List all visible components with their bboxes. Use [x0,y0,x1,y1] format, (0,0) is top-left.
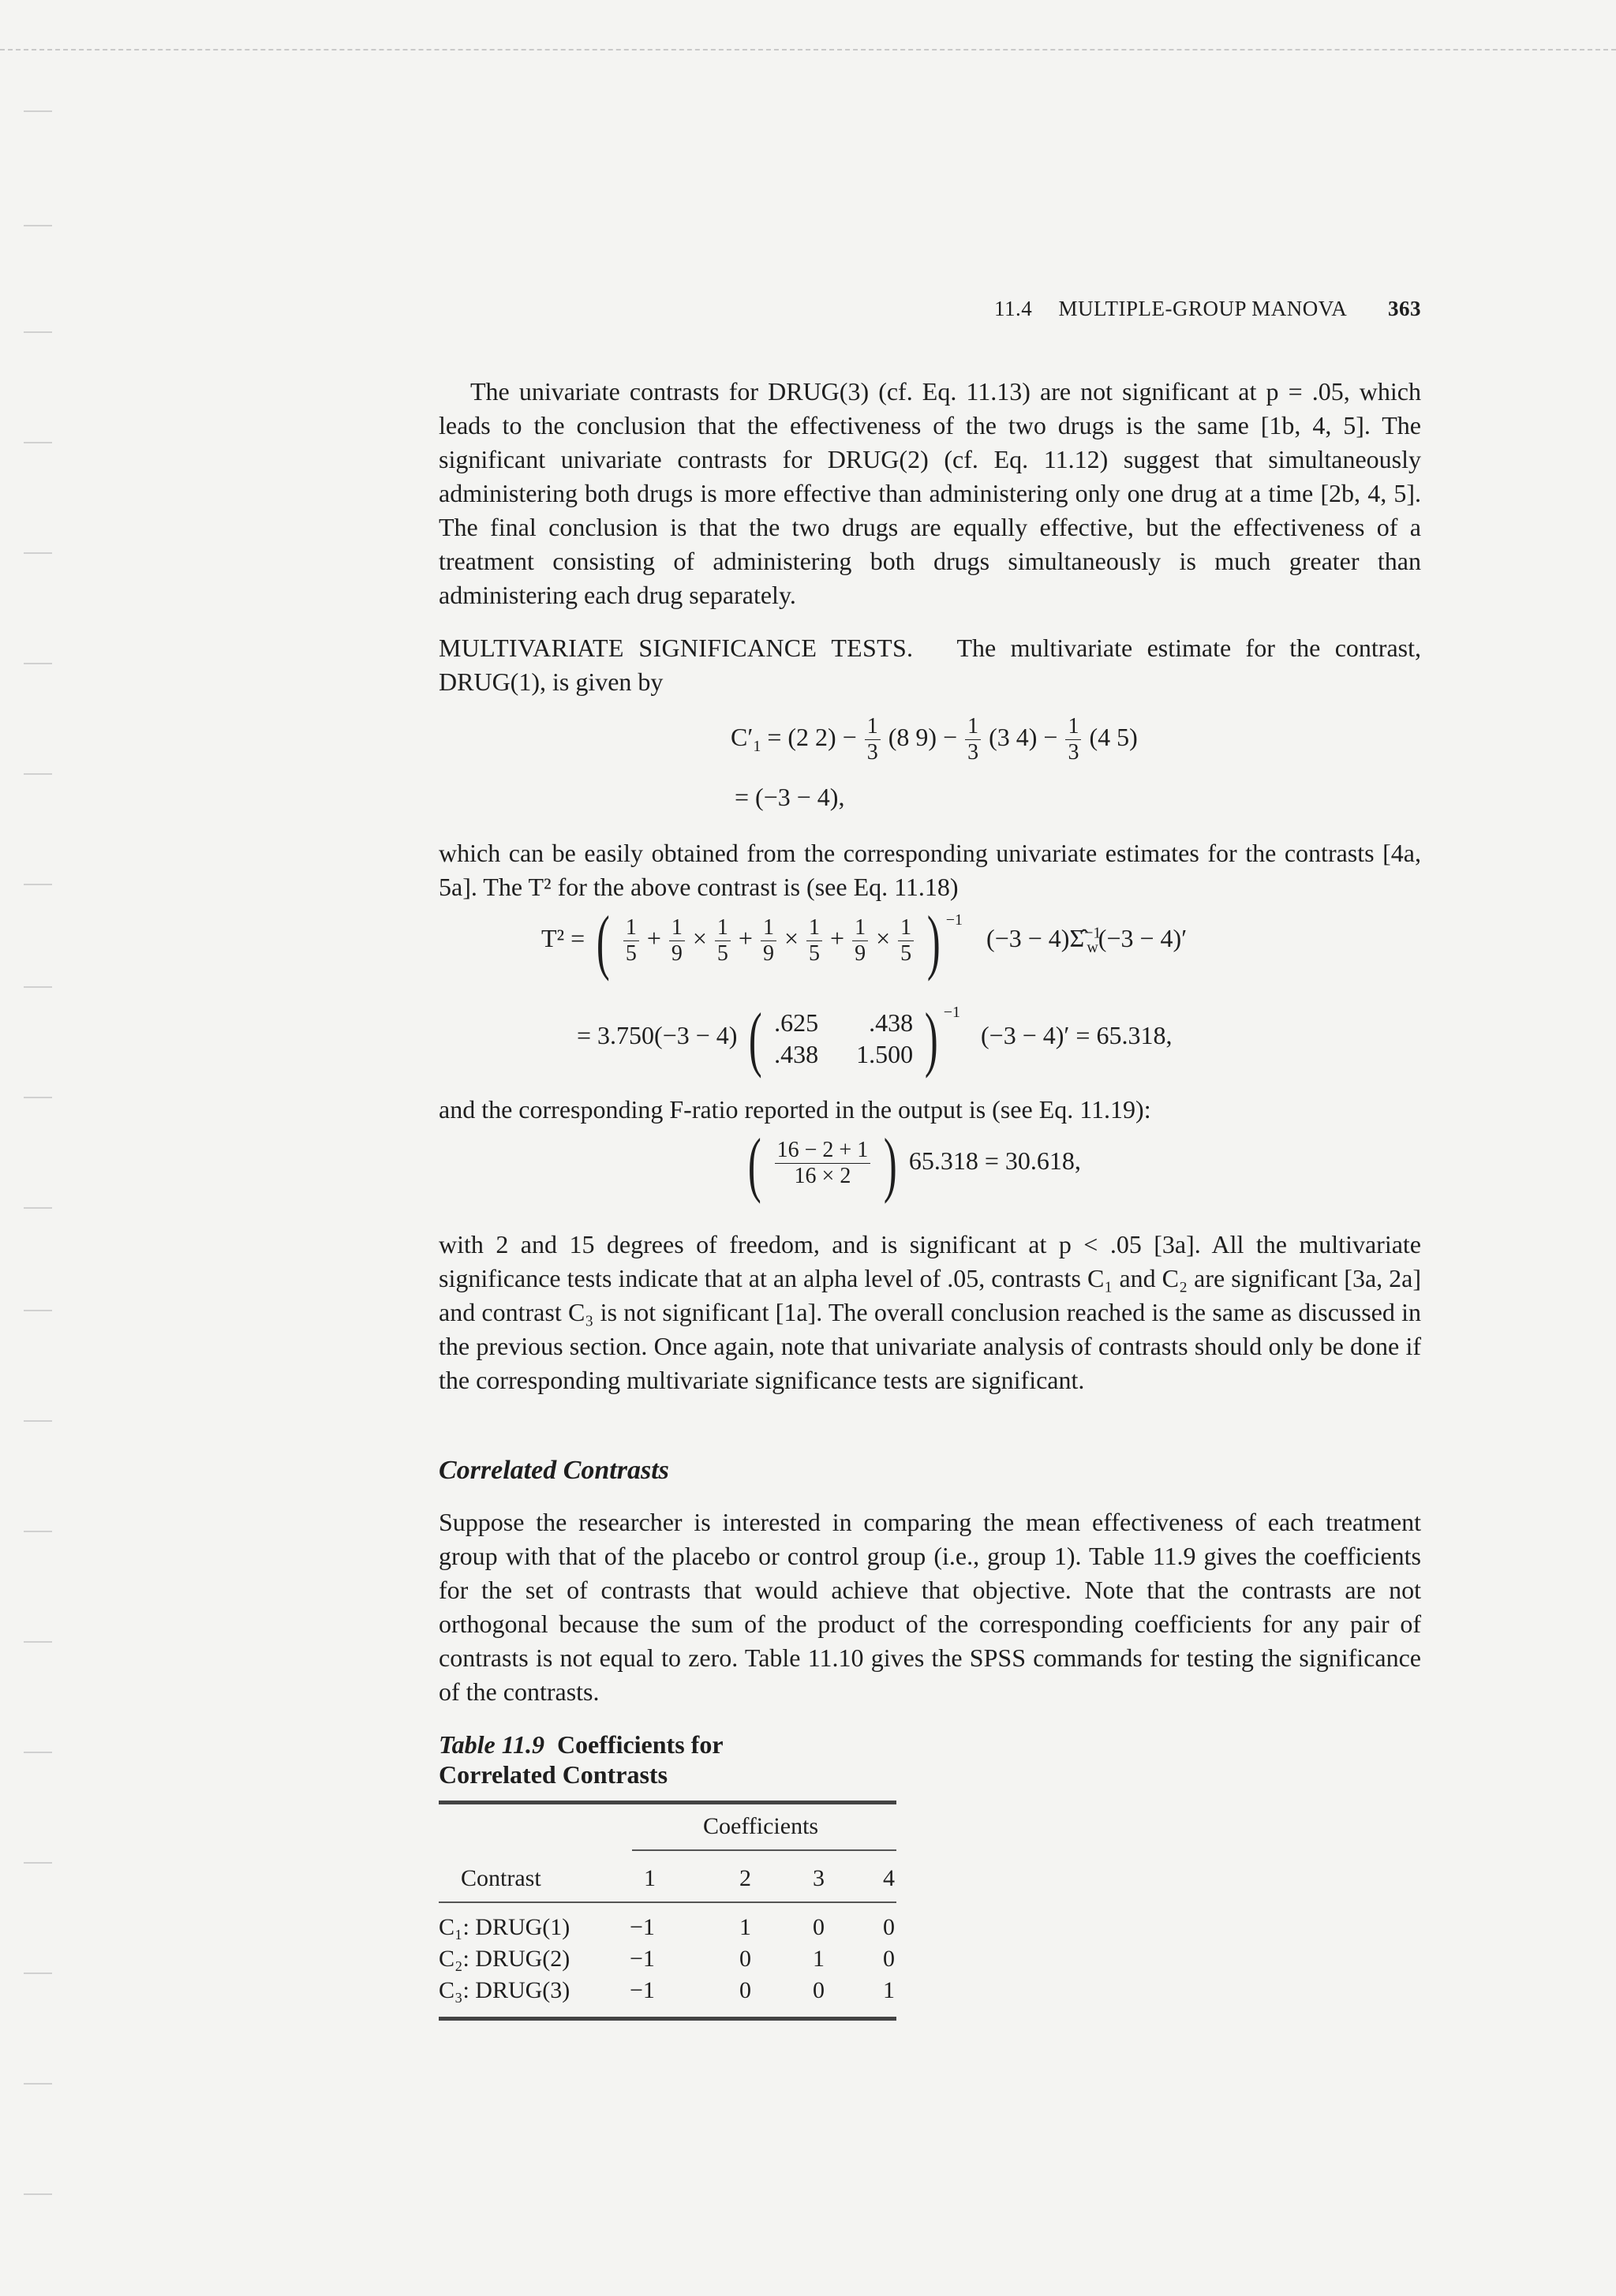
margin-tick [24,442,52,443]
table-cell: 0 [739,1946,751,1972]
table-cell: 1 [739,1914,751,1940]
matrix-cell: .625 [774,1008,819,1037]
matrix-cell: .438 [774,1039,819,1068]
eq2-tail: (−3 − 4)Σ̂ [986,924,1085,952]
paragraph-f-ratio-intro: and the corresponding F-ratio reported in the output is (see Eq. 11.19): [439,1095,1151,1124]
eq2-tail2: (−3 − 4)′ [1098,924,1188,952]
fraction: $\frac{1}{9}$ [761,915,776,967]
run-in-heading: MULTIVARIATE SIGNIFICANCE TESTS. [439,634,914,662]
table-header-rule [439,1901,896,1903]
table-header-col: 2 [739,1865,751,1891]
table-cell: 0 [883,1946,895,1972]
section-title-correlated-contrasts: Correlated Contrasts [439,1456,669,1485]
table-caption-line2: Correlated Contrasts [439,1760,668,1789]
inverse-exponent: −1 [943,1004,961,1021]
matrix-cell: .438 [869,1008,914,1037]
margin-tick [24,1752,52,1753]
margin-tick [24,1641,52,1643]
matrix-cell: 1.500 [856,1039,914,1068]
table-top-rule [439,1801,896,1804]
margin-tick [24,1310,52,1311]
table-number: Table 11.9 [439,1730,544,1759]
times-sign: × [692,924,707,952]
table-cell: 0 [883,1914,895,1940]
table-cell: 0 [813,1914,825,1940]
eq1-lhs: C′ [731,722,754,751]
eq2-lhs: T² = [541,924,585,952]
eq3-tail: (−3 − 4)′ = 65.318, [981,1021,1173,1049]
eq1-lhs-sub: 1 [753,738,761,756]
table-cell: −1 [630,1946,655,1972]
margin-tick [24,331,52,333]
table-cell: 0 [739,1977,751,2003]
header-section: 11.4 [993,297,1033,320]
table-header-col: 1 [644,1865,656,1891]
equation-t-squared: T² = ( $\frac{1}{5}$ + $\frac{1}{9}$ × $\frac{1}{5}$ + $\frac{1}{9}$ × $\frac{1}{5}$ + $\frac{1}{9}$ × $\frac{1}{5}$ ) $^{-1}$ (−3 − 4)Σ̂$^{-1}_w$(−3 − 4)′ [541,900,1188,982]
table-cell-label: C₂: DRUG(2) [439,1946,570,1972]
eq1-term: (3 4) − [989,722,1058,751]
times-sign: × [784,924,799,952]
margin-tick [24,1973,52,1974]
margin-tick [24,225,52,226]
margin-tick [24,663,52,664]
table-cell: 1 [813,1946,825,1972]
running-header [994,297,1421,321]
margin-tick [24,2193,52,2195]
page-top-edge [0,49,1616,50]
margin-tick [24,1531,52,1532]
fraction: $\frac{1}{3}$ [1065,714,1081,765]
table-cell: 1 [883,1977,895,2003]
table-cell-label: C₃: DRUG(3) [439,1977,570,2003]
table-cell: 0 [813,1977,825,2003]
fraction: $\frac{1}{3}$ [965,714,981,765]
fraction: $\frac{1}{5}$ [898,915,914,967]
eq2-tail-sub: w [1087,939,1098,957]
fraction: $\frac{16 - 2 + 1}{16 \times 2}$ [775,1138,871,1189]
table-group-header: Coefficients [703,1813,819,1839]
fraction: $\frac{1}{3}$ [865,714,881,765]
fraction: $\frac{1}{5}$ [623,915,639,967]
margin-tick [24,1097,52,1098]
paragraph-multivariate-tests [439,631,1421,699]
margin-tick [24,884,52,885]
eq1-term: = (2 2) − [767,722,857,751]
table-caption-line1: Coefficients for [556,1730,724,1759]
paragraph-significance-conclusion: with 2 and 15 degrees of freedom, and is significant at p < .05 [3a]. All the multivariate significance tests indicate that at an alpha level of .05, contrasts C₁ and C₂ are significant [3a, 2a] and contrast C₃ is not significant [1a]. The overall conclusion reached is the same as discussed in the previous section. Once again, note that univariate analysis of contrasts should only be done if the corresponding multivariate significance tests are significant. [439,1230,1421,1394]
margin-tick [24,1420,52,1422]
eq1-term: (4 5) [1089,722,1138,751]
margin-tick [24,2083,52,2085]
table-header-contrast: Contrast [461,1865,541,1891]
plus-sign: + [646,924,661,952]
eq2-tail-sup: −1 [1084,924,1102,942]
eq4-tail: 65.318 = 30.618, [908,1146,1081,1175]
header-title: MULTIPLE-GROUP MANOVA [1058,297,1346,320]
inverse-exponent: −1 [945,911,963,929]
equation-f-ratio: ( $\frac{16 - 2 + 1}{16 \times 2}$ ) 65.318 = 30.618, [747,1123,1081,1204]
paragraph-correlated-contrasts: Suppose the researcher is interested in comparing the mean effectiveness of each treatment group with that of the placebo or control group (i.e., group 1). Table 11.9 gives the coefficients for the set of contrasts that would achieve that objective. Note that the contrasts are not orthogonal because the sum of the product of the corresponding coefficients for any pair of contrasts is not equal to zero. Table 11.10 gives the SPSS commands for testing the significance of the contrasts. [439,1508,1421,1706]
fraction: $\frac{1}{5}$ [806,915,822,967]
fraction: $\frac{1}{9}$ [669,915,685,967]
margin-tick [24,1207,52,1209]
table-group-rule [632,1849,896,1851]
table-header-col: 4 [883,1865,895,1891]
plus-sign: + [738,924,753,952]
table-cell-label: C₁: DRUG(1) [439,1914,570,1940]
eq3-lead: = 3.750(−3 − 4) [577,1021,738,1049]
table-header-col: 3 [813,1865,825,1891]
margin-tick [24,110,52,112]
paragraph-t-squared-intro: which can be easily obtained from the corresponding univariate estimates for the contrasts [4a, 5a]. The T² for the above contrast is (see Eq. 11.18) [439,839,1421,901]
equation-c1 [731,714,1138,765]
margin-tick [24,552,52,554]
table-bottom-rule [439,2017,896,2021]
margin-tick [24,773,52,775]
times-sign: × [876,924,891,952]
equation-t-squared-value: = 3.750(−3 − 4) ( .625 .438 .438 1.500 ) $^{-1}$ (−3 − 4)′ = 65.318, [577,997,1173,1079]
plus-sign: + [830,924,845,952]
table-cell: −1 [630,1914,655,1940]
paragraph-univariate-contrasts: The univariate contrasts for DRUG(3) (cf. Eq. 11.13) are not significant at p = .05, which leads to the conclusion that the effectiveness of the two drugs is the same [1b, 4, 5]. The significant univariate contrasts for DRUG(2) (cf. Eq. 11.12) suggest that simultaneously administering both drugs is more effective than administering only one drug at a time [2b, 4, 5]. The final conclusion is that the two drugs are equally effective, but the effectiveness of a treatment consisting of administering both drugs simultaneously is much greater than administering each drug separately. [439,377,1421,609]
margin-tick [24,986,52,988]
eq1-term: (8 9) − [888,722,958,751]
fraction: $\frac{1}{5}$ [715,915,731,967]
run-in-text: The multivariate estimate for the contrast, DRUG(1), is given by [439,634,1421,696]
equation-c1-result: = (−3 − 4), [735,783,845,811]
page-number: 363 [1388,297,1421,320]
margin-tick [24,1862,52,1864]
covariance-matrix [774,1007,913,1070]
table-caption [439,1729,724,1789]
fraction: $\frac{1}{9}$ [852,915,868,967]
table-cell: −1 [630,1977,655,2003]
